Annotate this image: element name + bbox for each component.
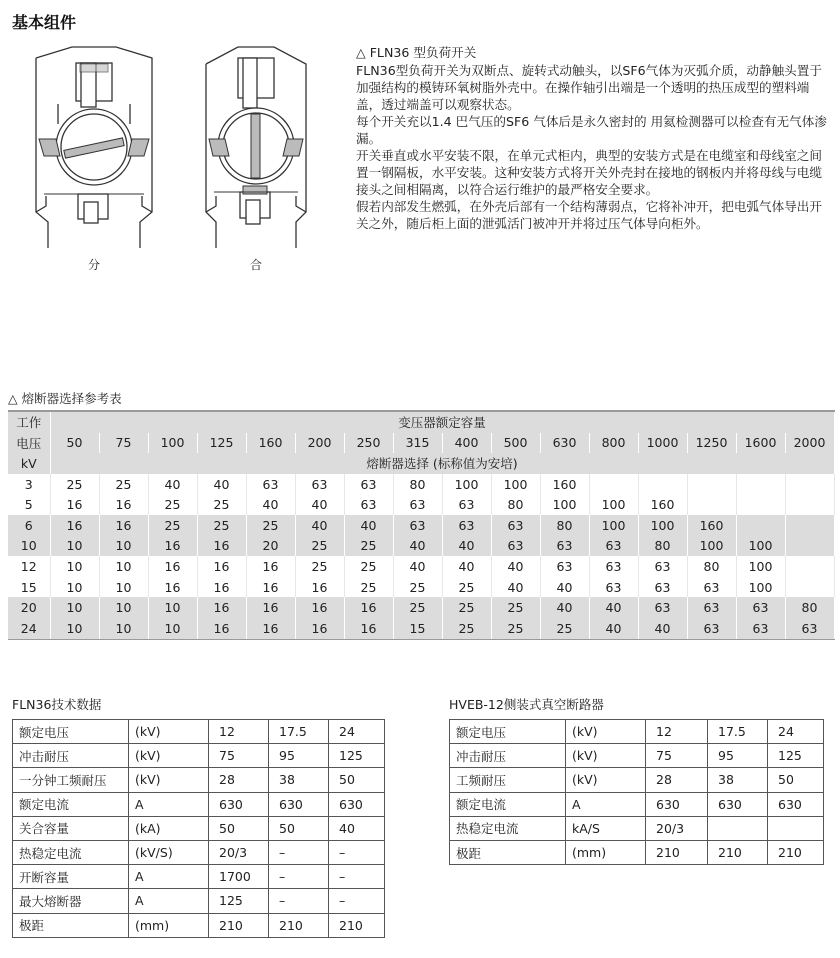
spec-value: 630 xyxy=(646,792,708,816)
spec-value: 210 xyxy=(708,840,768,864)
fuse-cell: 63 xyxy=(442,515,491,536)
spec-label: 额定电压 xyxy=(13,720,129,744)
spec-value: 95 xyxy=(708,744,768,768)
fuse-cell: 63 xyxy=(589,536,638,557)
spec-value: 75 xyxy=(646,744,708,768)
spec-label: 极距 xyxy=(13,913,129,937)
fuse-cell: 10 xyxy=(148,618,197,639)
fuse-cell: 10 xyxy=(148,597,197,618)
hveb-title: HVEB-12侧装式真空断路器 xyxy=(449,697,604,712)
fuse-cell: 100 xyxy=(736,536,785,557)
capacity-value: 75 xyxy=(99,433,148,454)
fuse-cell: 40 xyxy=(589,618,638,639)
fuse-cell: 63 xyxy=(687,618,736,639)
switch-open-diagram xyxy=(14,44,174,249)
fuse-cell: 63 xyxy=(589,577,638,598)
spec-label: 工频耐压 xyxy=(450,768,566,792)
fuse-cell: 16 xyxy=(295,597,344,618)
spec-unit: A xyxy=(129,792,209,816)
fuse-cell: 100 xyxy=(442,474,491,495)
fuse-cell: 16 xyxy=(246,597,295,618)
fuse-cell: 25 xyxy=(491,597,540,618)
fuse-cell: 16 xyxy=(50,494,99,515)
fuse-row xyxy=(8,597,834,618)
fln36-spec-table xyxy=(12,719,385,938)
fuse-header-row xyxy=(8,411,834,433)
fuse-cell: 16 xyxy=(246,618,295,639)
spec-row xyxy=(13,768,385,792)
spec-value: 50 xyxy=(768,768,824,792)
description-paragraph: 每个开关充以1.4 巴气压的SF6 气体后是永久密封的 用氦检测器可以检查有无气体渗漏。 xyxy=(356,114,827,146)
spec-unit: (mm) xyxy=(566,840,646,864)
fuse-cell: 40 xyxy=(295,515,344,536)
fuse-cell: 63 xyxy=(736,597,785,618)
spec-row xyxy=(450,744,824,768)
spec-row xyxy=(450,768,824,792)
fuse-cell: 25 xyxy=(393,597,442,618)
fuse-cell: 16 xyxy=(148,536,197,557)
fuse-cell: 10 xyxy=(50,618,99,639)
fuse-cell: 100 xyxy=(736,556,785,577)
spec-value: 38 xyxy=(708,768,768,792)
spec-value xyxy=(768,816,824,840)
fuse-cell: 63 xyxy=(638,577,687,598)
fuse-cell: 40 xyxy=(540,597,589,618)
spec-label: 热稳定电流 xyxy=(13,840,129,864)
fuse-cell: 10 xyxy=(99,536,148,557)
fuse-cell: 25 xyxy=(442,597,491,618)
spec-value: – xyxy=(269,889,329,913)
fuse-cell xyxy=(687,474,736,495)
fuse-cell: 40 xyxy=(638,618,687,639)
spec-value: 630 xyxy=(768,792,824,816)
fuse-header: 熔断器选择 (标称值为安培) xyxy=(50,453,834,474)
capacity-value: 125 xyxy=(197,433,246,454)
capacity-header: 变压器额定容量 xyxy=(50,411,834,433)
voltage-cell: 24 xyxy=(8,618,50,639)
spec-value: 28 xyxy=(209,768,269,792)
fuse-cell: 16 xyxy=(246,577,295,598)
fuse-cell: 80 xyxy=(491,494,540,515)
fuse-cell: 63 xyxy=(687,577,736,598)
spec-value: 20/3 xyxy=(209,840,269,864)
fuse-cell: 63 xyxy=(540,536,589,557)
capacity-value: 1600 xyxy=(736,433,785,454)
fuse-cell: 63 xyxy=(638,597,687,618)
spec-value: 210 xyxy=(646,840,708,864)
fuse-row xyxy=(8,536,834,557)
spec-label: 额定电压 xyxy=(450,720,566,744)
voltage-unit: kV xyxy=(8,453,50,474)
fuse-cell: 160 xyxy=(540,474,589,495)
spec-value: 210 xyxy=(768,840,824,864)
fuse-cell: 10 xyxy=(50,556,99,577)
voltage-cell: 20 xyxy=(8,597,50,618)
fuse-cell: 25 xyxy=(442,577,491,598)
fuse-cell: 16 xyxy=(197,618,246,639)
voltage-cell: 12 xyxy=(8,556,50,577)
fuse-cell: 25 xyxy=(344,577,393,598)
fuse-cell: 40 xyxy=(540,577,589,598)
fuse-cell: 63 xyxy=(344,494,393,515)
fuse-cell: 80 xyxy=(540,515,589,536)
spec-value: 75 xyxy=(209,744,269,768)
fuse-cell: 160 xyxy=(687,515,736,536)
fuse-cell: 16 xyxy=(148,556,197,577)
fuse-cell xyxy=(736,474,785,495)
fuse-cell: 25 xyxy=(393,577,442,598)
spec-value: 40 xyxy=(329,816,385,840)
voltage-cell: 5 xyxy=(8,494,50,515)
fuse-cell: 16 xyxy=(295,577,344,598)
capacity-value: 1250 xyxy=(687,433,736,454)
spec-label: 开断容量 xyxy=(13,865,129,889)
fuse-row xyxy=(8,515,834,536)
description-paragraph: 假若内部发生燃弧，在外壳后部有一个结构薄弱点，它将补冲开，把电弧气体导出开关之外，随后柜上面的泄弧活门被冲开并将过压气体导向柜外。 xyxy=(356,199,822,231)
fuse-cell xyxy=(785,515,834,536)
spec-value: 38 xyxy=(269,768,329,792)
spec-value: 20/3 xyxy=(646,816,708,840)
fuse-cell: 15 xyxy=(393,618,442,639)
spec-label: 最大熔断器 xyxy=(13,889,129,913)
fuse-cell: 16 xyxy=(295,618,344,639)
fuse-cell: 100 xyxy=(687,536,736,557)
spec-value: 210 xyxy=(329,913,385,937)
fuse-cell xyxy=(687,494,736,515)
fuse-cell: 100 xyxy=(638,515,687,536)
fuse-cell xyxy=(736,494,785,515)
fuse-cell: 10 xyxy=(99,597,148,618)
spec-value: – xyxy=(269,865,329,889)
fuse-cell: 16 xyxy=(246,556,295,577)
spec-value: 630 xyxy=(708,792,768,816)
spec-value: 17.5 xyxy=(708,720,768,744)
spec-label: 冲击耐压 xyxy=(13,744,129,768)
section-title: 基本组件 xyxy=(12,13,77,32)
spec-value: – xyxy=(329,840,385,864)
fuse-cell: 16 xyxy=(197,577,246,598)
spec-unit: (kV) xyxy=(566,768,646,792)
description-paragraph: 开关垂直或水平安装不限，在单元式柜内，典型的安装方式是在电缆室和母线室之间置一钢隔板，水平安装。这种安装方式将开关外壳封在接地的钢板内并将母线与电缆接头之间相隔离，以符合运行维护的最严格安全要求。 xyxy=(356,148,822,197)
spec-unit: (kV/S) xyxy=(129,840,209,864)
fuse-cell: 160 xyxy=(638,494,687,515)
capacity-value: 200 xyxy=(295,433,344,454)
fuse-cell: 25 xyxy=(99,474,148,495)
fuse-cell: 63 xyxy=(295,474,344,495)
fuse-cell: 25 xyxy=(148,494,197,515)
fuse-cell: 16 xyxy=(344,618,393,639)
spec-value: 125 xyxy=(329,744,385,768)
fuse-cell: 63 xyxy=(491,536,540,557)
fuse-cell: 16 xyxy=(344,597,393,618)
spec-unit: (kA) xyxy=(129,816,209,840)
fuse-cell: 40 xyxy=(491,577,540,598)
fuse-cell: 25 xyxy=(295,556,344,577)
spec-value: 24 xyxy=(768,720,824,744)
spec-value: 630 xyxy=(329,792,385,816)
fuse-cell: 25 xyxy=(50,474,99,495)
fuse-cell: 63 xyxy=(393,494,442,515)
fuse-cell: 63 xyxy=(785,618,834,639)
spec-unit: (kV) xyxy=(566,744,646,768)
fuse-cell: 100 xyxy=(491,474,540,495)
spec-row xyxy=(13,816,385,840)
capacity-value: 100 xyxy=(148,433,197,454)
capacity-value: 400 xyxy=(442,433,491,454)
fuse-cell: 100 xyxy=(589,515,638,536)
spec-unit: (kV) xyxy=(129,720,209,744)
fuse-cell: 80 xyxy=(638,536,687,557)
fuse-cell: 10 xyxy=(99,556,148,577)
fuse-table-title: △ 熔断器选择参考表 xyxy=(8,391,122,406)
spec-value: 50 xyxy=(209,816,269,840)
description-paragraph: FLN36型负荷开关为双断点、旋转式动触头，以SF6气体为灭弧介质，动静触头置于加强结构的模铸环氧树脂外壳中。在操作轴引出端是一个透明的热压成型的塑料端盖，透过端盖可以观察状态。 xyxy=(356,63,822,112)
fuse-cell: 63 xyxy=(393,515,442,536)
spec-value: 24 xyxy=(329,720,385,744)
spec-value: 210 xyxy=(209,913,269,937)
spec-unit: A xyxy=(129,889,209,913)
fuse-cell: 63 xyxy=(736,618,785,639)
fuse-cell: 63 xyxy=(687,597,736,618)
fuse-cell: 16 xyxy=(148,577,197,598)
spec-value: 12 xyxy=(646,720,708,744)
fuse-cell: 16 xyxy=(197,536,246,557)
voltage-header-line: 电压 xyxy=(8,433,50,454)
fuse-cell xyxy=(785,536,834,557)
fuse-cell: 10 xyxy=(99,618,148,639)
capacity-value: 160 xyxy=(246,433,295,454)
description-heading: △ FLN36 型负荷开关 xyxy=(356,45,477,60)
fuse-cell: 40 xyxy=(442,556,491,577)
capacity-value: 630 xyxy=(540,433,589,454)
fuse-row xyxy=(8,556,834,577)
fuse-cell: 40 xyxy=(148,474,197,495)
fuse-cell: 25 xyxy=(295,536,344,557)
fuse-cell: 100 xyxy=(589,494,638,515)
spec-row xyxy=(13,720,385,744)
fuse-cell: 40 xyxy=(344,515,393,536)
spec-value: 12 xyxy=(209,720,269,744)
spec-unit: kA/S xyxy=(566,816,646,840)
voltage-cell: 6 xyxy=(8,515,50,536)
spec-value: 210 xyxy=(269,913,329,937)
fuse-cell: 10 xyxy=(50,577,99,598)
fuse-cell: 63 xyxy=(638,556,687,577)
fuse-row xyxy=(8,618,834,639)
fuse-cell xyxy=(785,494,834,515)
fuse-cell: 16 xyxy=(99,494,148,515)
spec-row xyxy=(13,913,385,937)
fuse-cell: 80 xyxy=(687,556,736,577)
voltage-cell: 10 xyxy=(8,536,50,557)
fuse-cell: 63 xyxy=(442,494,491,515)
capacity-value: 2000 xyxy=(785,433,834,454)
fuse-cell: 25 xyxy=(197,515,246,536)
spec-unit: (kV) xyxy=(129,744,209,768)
capacity-value: 500 xyxy=(491,433,540,454)
fuse-cell: 40 xyxy=(246,494,295,515)
fuse-row xyxy=(8,474,834,495)
spec-row xyxy=(450,720,824,744)
fuse-cell: 40 xyxy=(197,474,246,495)
spec-row xyxy=(13,792,385,816)
fuse-cell: 63 xyxy=(540,556,589,577)
spec-value: – xyxy=(269,840,329,864)
spec-label: 额定电流 xyxy=(13,792,129,816)
fuse-cell xyxy=(589,474,638,495)
fuse-cell: 63 xyxy=(344,474,393,495)
spec-value: – xyxy=(329,889,385,913)
fuse-cell: 16 xyxy=(50,515,99,536)
spec-value: 630 xyxy=(269,792,329,816)
fuse-cell: 40 xyxy=(393,536,442,557)
spec-value xyxy=(708,816,768,840)
switch-closed-diagram xyxy=(188,44,324,249)
fuse-cell xyxy=(785,556,834,577)
spec-value: 1700 xyxy=(209,865,269,889)
fuse-cell xyxy=(785,474,834,495)
fuse-cell: 20 xyxy=(246,536,295,557)
spec-unit: A xyxy=(129,865,209,889)
fuse-cell: 63 xyxy=(246,474,295,495)
open-caption: 分 xyxy=(87,258,100,272)
capacity-value: 50 xyxy=(50,433,99,454)
fuse-cell: 40 xyxy=(393,556,442,577)
fuse-cell: 16 xyxy=(99,515,148,536)
fuse-cell: 25 xyxy=(442,618,491,639)
spec-value: 50 xyxy=(269,816,329,840)
fuse-cell: 40 xyxy=(442,536,491,557)
fuse-cell xyxy=(736,515,785,536)
spec-row xyxy=(450,840,824,864)
fuse-cell: 25 xyxy=(491,618,540,639)
fuse-cell: 40 xyxy=(491,556,540,577)
fuse-cell: 16 xyxy=(197,597,246,618)
spec-label: 额定电流 xyxy=(450,792,566,816)
voltage-cell: 15 xyxy=(8,577,50,598)
spec-value: 28 xyxy=(646,768,708,792)
fuse-row xyxy=(8,577,834,598)
fln36-title: FLN36技术数据 xyxy=(12,697,102,712)
capacity-value: 1000 xyxy=(638,433,687,454)
fuse-cell: 25 xyxy=(344,556,393,577)
spec-row xyxy=(450,792,824,816)
capacity-value: 800 xyxy=(589,433,638,454)
spec-unit: (kV) xyxy=(566,720,646,744)
fuse-cell: 80 xyxy=(785,597,834,618)
fuse-cell: 100 xyxy=(736,577,785,598)
fuse-cell: 25 xyxy=(197,494,246,515)
spec-row xyxy=(450,816,824,840)
fuse-cell: 25 xyxy=(148,515,197,536)
spec-unit: A xyxy=(566,792,646,816)
spec-value: 125 xyxy=(768,744,824,768)
spec-value: 17.5 xyxy=(269,720,329,744)
fuse-cell: 10 xyxy=(50,536,99,557)
capacity-value: 250 xyxy=(344,433,393,454)
fuse-cell: 25 xyxy=(344,536,393,557)
spec-value: 95 xyxy=(269,744,329,768)
voltage-header-line: 工作 xyxy=(8,411,50,433)
capacity-value: 315 xyxy=(393,433,442,454)
fuse-cell: 16 xyxy=(197,556,246,577)
fuse-capacity-row xyxy=(8,433,834,454)
fuse-cell: 63 xyxy=(491,515,540,536)
spec-value: 125 xyxy=(209,889,269,913)
fuse-subheader-row xyxy=(8,453,834,474)
fuse-cell: 40 xyxy=(295,494,344,515)
spec-row xyxy=(13,865,385,889)
spec-row xyxy=(13,889,385,913)
fuse-cell: 25 xyxy=(540,618,589,639)
spec-label: 关合容量 xyxy=(13,816,129,840)
fuse-row xyxy=(8,494,834,515)
closed-caption: 合 xyxy=(249,258,262,272)
spec-row xyxy=(13,840,385,864)
fuse-selection-table xyxy=(8,410,835,640)
fuse-cell: 100 xyxy=(540,494,589,515)
fuse-cell: 25 xyxy=(246,515,295,536)
fuse-cell: 40 xyxy=(589,597,638,618)
fuse-cell: 10 xyxy=(50,597,99,618)
switch-description xyxy=(356,44,834,232)
spec-label: 极距 xyxy=(450,840,566,864)
spec-label: 一分钟工频耐压 xyxy=(13,768,129,792)
voltage-cell: 3 xyxy=(8,474,50,495)
fuse-cell: 80 xyxy=(393,474,442,495)
spec-label: 冲击耐压 xyxy=(450,744,566,768)
spec-label: 热稳定电流 xyxy=(450,816,566,840)
spec-unit: (mm) xyxy=(129,913,209,937)
spec-value: – xyxy=(329,865,385,889)
fuse-cell: 10 xyxy=(99,577,148,598)
spec-value: 50 xyxy=(329,768,385,792)
hveb-spec-table xyxy=(449,719,824,865)
spec-value: 630 xyxy=(209,792,269,816)
spec-row xyxy=(13,744,385,768)
fuse-cell xyxy=(785,577,834,598)
fuse-cell: 63 xyxy=(589,556,638,577)
fuse-cell xyxy=(638,474,687,495)
spec-unit: (kV) xyxy=(129,768,209,792)
